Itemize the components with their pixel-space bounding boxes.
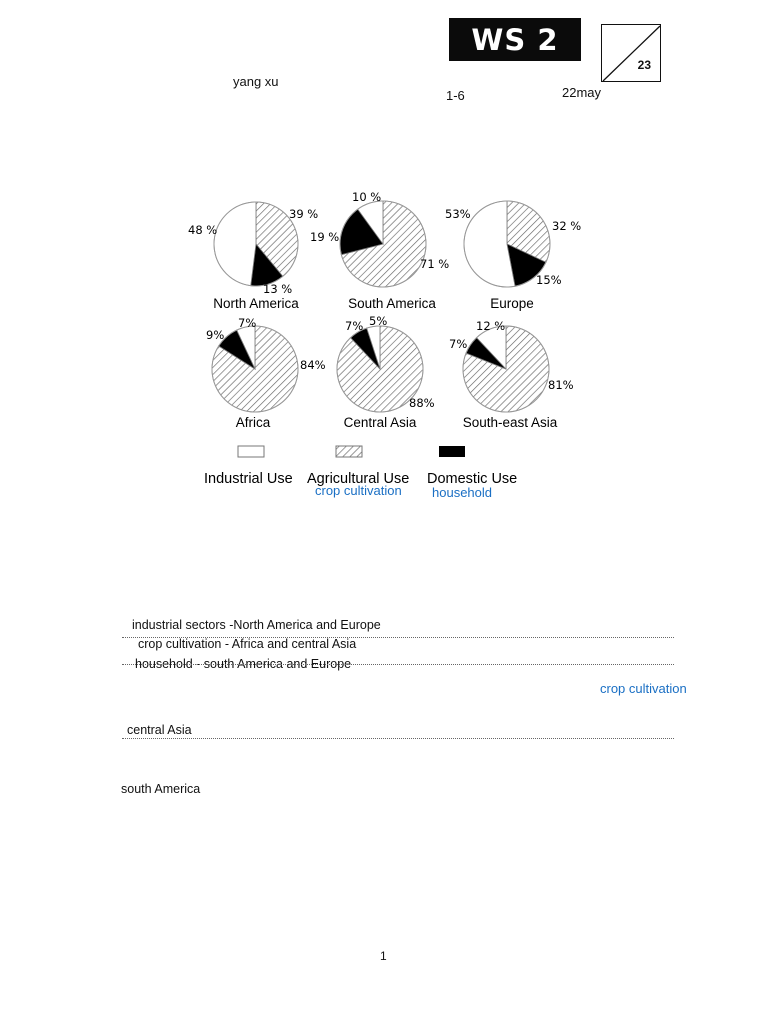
region-label-south-east-asia: South-east Asia bbox=[462, 415, 558, 430]
slice-label: 12 % bbox=[476, 319, 506, 333]
date: 22may bbox=[562, 85, 602, 100]
answer-line-5: south America bbox=[121, 782, 201, 796]
legend-label-industrial: Industrial Use bbox=[204, 471, 293, 487]
slice-label: 48 % bbox=[188, 223, 218, 237]
slice-label: 53% bbox=[445, 207, 471, 221]
dotted-answer-line bbox=[122, 664, 674, 665]
pie-slice-industrial-use bbox=[464, 201, 515, 287]
slice-label: 9% bbox=[206, 328, 225, 342]
slice-label: 88% bbox=[409, 396, 435, 410]
dotted-answer-line bbox=[122, 738, 674, 739]
student-name: yang xu bbox=[233, 74, 279, 89]
answer-line-1: industrial sectors -North America and Europe bbox=[132, 618, 381, 632]
slice-label: 7% bbox=[449, 337, 468, 351]
annotation-crop-cultivation: crop cultivation bbox=[315, 483, 402, 498]
slice-label: 10 % bbox=[352, 190, 382, 204]
question-range: 1-6 bbox=[446, 88, 465, 103]
worksheet-label: WS 2 bbox=[449, 18, 581, 61]
slice-label: 5% bbox=[369, 314, 388, 328]
answer-line-3: household - south America and Europe bbox=[135, 657, 352, 671]
legend-swatch-agricultural bbox=[336, 446, 362, 457]
legend-label-domestic: Domestic Use bbox=[427, 471, 518, 487]
annotation-household: household bbox=[432, 485, 492, 500]
region-label-north-america: North America bbox=[213, 296, 299, 311]
pie-slice-industrial-use bbox=[214, 202, 256, 286]
score-value: 23 bbox=[637, 58, 651, 72]
legend-swatch-domestic bbox=[439, 446, 465, 457]
legend-swatch-industrial bbox=[238, 446, 264, 457]
slice-label: 19 % bbox=[310, 230, 340, 244]
region-label-europe: Europe bbox=[490, 296, 534, 311]
page-number: 1 bbox=[380, 949, 387, 963]
legend-label-agricultural: Agricultural Use bbox=[307, 471, 410, 487]
region-label-africa: Africa bbox=[235, 415, 271, 430]
slice-label: 15% bbox=[536, 273, 562, 287]
slice-label: 32 % bbox=[552, 219, 582, 233]
answer-line-4: central Asia bbox=[127, 723, 192, 737]
slice-label: 71 % bbox=[420, 257, 450, 271]
annotation-crop-cultivation-right: crop cultivation bbox=[600, 681, 687, 696]
region-label-central-asia: Central Asia bbox=[343, 415, 417, 430]
answer-line-2: crop cultivation - Africa and central Asia bbox=[138, 637, 357, 651]
slice-label: 84% bbox=[300, 358, 326, 372]
region-label-south-america: South America bbox=[348, 296, 436, 311]
slice-label: 81% bbox=[548, 378, 574, 392]
slice-label: 7% bbox=[345, 319, 364, 333]
slice-label: 7% bbox=[238, 316, 257, 330]
slice-label: 39 % bbox=[289, 207, 319, 221]
slice-label: 13 % bbox=[263, 282, 293, 296]
